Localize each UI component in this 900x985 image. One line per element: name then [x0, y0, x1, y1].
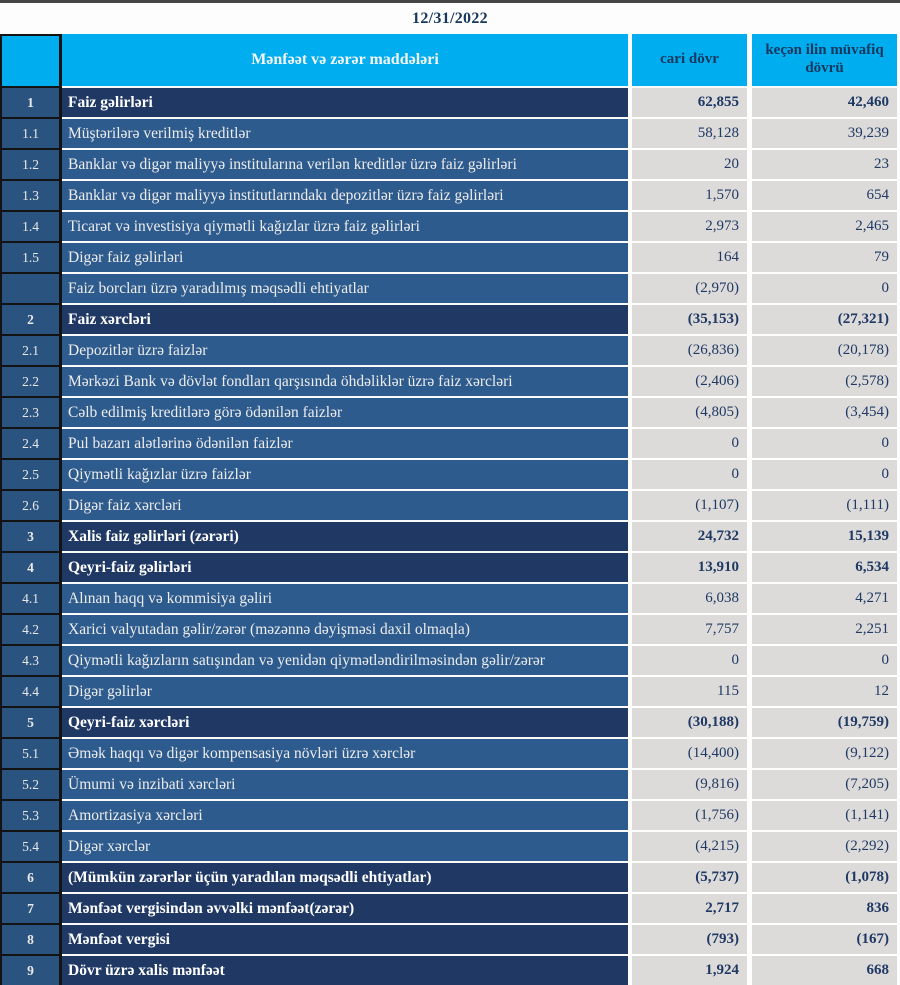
row-item-label: Xarici valyutadan gəlir/zərər (məzənnə dəyişməsi daxil olmaqla) — [62, 615, 628, 646]
value-current-period: 58,128 — [632, 119, 747, 150]
table-row — [0, 181, 900, 212]
value-previous-period: 0 — [752, 460, 897, 491]
value-current-period: 0 — [632, 460, 747, 491]
row-number: 2.4 — [0, 429, 62, 460]
row-number — [0, 274, 62, 305]
row-item-label: Qeyri-faiz xərcləri — [62, 708, 628, 739]
table-row — [0, 863, 900, 894]
value-previous-period: 4,271 — [752, 584, 897, 615]
row-number: 1.5 — [0, 243, 62, 274]
value-current-period: (14,400) — [632, 739, 747, 770]
value-current-period: 2,973 — [632, 212, 747, 243]
row-number: 2.5 — [0, 460, 62, 491]
table-row — [0, 832, 900, 863]
value-previous-period: 0 — [752, 274, 897, 305]
table-row — [0, 336, 900, 367]
value-previous-period: (2,292) — [752, 832, 897, 863]
table-row — [0, 522, 900, 553]
value-current-period: 24,732 — [632, 522, 747, 553]
row-item-label: Banklar və digər maliyyə institularına verilən kreditlər üzrə faiz gəlirləri — [62, 150, 628, 181]
row-number: 9 — [0, 956, 62, 985]
row-item-label: Qiymətli kağızların satışından və yenidən qiymətləndirilməsindən gəlir/zərər — [62, 646, 628, 677]
row-number: 4 — [0, 553, 62, 584]
row-number: 1 — [0, 88, 62, 119]
row-item-label: Digər xərclər — [62, 832, 628, 863]
value-current-period: 0 — [632, 429, 747, 460]
value-previous-period: 23 — [752, 150, 897, 181]
current-period-column-header: cari dövr — [632, 34, 747, 88]
table-row — [0, 894, 900, 925]
row-item-label: Alınan haqq və kommisiya gəliri — [62, 584, 628, 615]
row-item-label: Depozitlər üzrə faizlər — [62, 336, 628, 367]
value-current-period: (2,406) — [632, 367, 747, 398]
value-current-period: 115 — [632, 677, 747, 708]
value-previous-period: (27,321) — [752, 305, 897, 336]
row-item-label: Amortizasiya xərcləri — [62, 801, 628, 832]
value-previous-period: 79 — [752, 243, 897, 274]
value-previous-period: (20,178) — [752, 336, 897, 367]
value-previous-period: (3,454) — [752, 398, 897, 429]
row-item-label: Qiymətli kağızlar üzrə faizlər — [62, 460, 628, 491]
table-header-row — [0, 34, 900, 88]
row-number: 2 — [0, 305, 62, 336]
table-body — [0, 88, 900, 985]
table-row — [0, 708, 900, 739]
row-number-column-header — [0, 34, 62, 88]
value-previous-period: 12 — [752, 677, 897, 708]
table-row — [0, 615, 900, 646]
value-previous-period: (7,205) — [752, 770, 897, 801]
value-previous-period: (19,759) — [752, 708, 897, 739]
value-previous-period: (167) — [752, 925, 897, 956]
row-number: 5.2 — [0, 770, 62, 801]
row-item-label: Cəlb edilmiş kreditlərə görə ödənilən faizlər — [62, 398, 628, 429]
row-number: 5.4 — [0, 832, 62, 863]
value-previous-period: 0 — [752, 646, 897, 677]
value-current-period: 1,570 — [632, 181, 747, 212]
value-previous-period: 6,534 — [752, 553, 897, 584]
value-current-period: 13,910 — [632, 553, 747, 584]
table-row — [0, 367, 900, 398]
row-item-label: Mənfəət vergisindən əvvəlki mənfəət(zərər) — [62, 894, 628, 925]
value-current-period: 0 — [632, 646, 747, 677]
table-row — [0, 739, 900, 770]
table-row — [0, 956, 900, 985]
value-current-period: 164 — [632, 243, 747, 274]
row-item-label: Ticarət və investisiya qiymətli kağızlar üzrə faiz gəlirləri — [62, 212, 628, 243]
row-item-label: Digər faiz xərcləri — [62, 491, 628, 522]
row-number: 7 — [0, 894, 62, 925]
value-current-period: (35,153) — [632, 305, 747, 336]
value-current-period: (1,107) — [632, 491, 747, 522]
profit-loss-table — [0, 34, 900, 985]
row-number: 1.3 — [0, 181, 62, 212]
table-row — [0, 398, 900, 429]
value-current-period: 7,757 — [632, 615, 747, 646]
row-number: 5 — [0, 708, 62, 739]
row-number: 4.4 — [0, 677, 62, 708]
table-row — [0, 274, 900, 305]
table-row — [0, 677, 900, 708]
row-number: 1.4 — [0, 212, 62, 243]
value-current-period: 1,924 — [632, 956, 747, 985]
row-item-label: Digər faiz gəlirləri — [62, 243, 628, 274]
table-row — [0, 212, 900, 243]
row-item-label: Dövr üzrə xalis mənfəət — [62, 956, 628, 985]
table-row — [0, 305, 900, 336]
table-row — [0, 491, 900, 522]
row-number: 2.3 — [0, 398, 62, 429]
value-current-period: (4,215) — [632, 832, 747, 863]
value-current-period: 6,038 — [632, 584, 747, 615]
value-previous-period: 668 — [752, 956, 897, 985]
table-row — [0, 646, 900, 677]
value-current-period: (4,805) — [632, 398, 747, 429]
value-current-period: (1,756) — [632, 801, 747, 832]
row-number: 3 — [0, 522, 62, 553]
row-item-label: Mərkəzi Bank və dövlət fondları qarşısında öhdəliklər üzrə faiz xərcləri — [62, 367, 628, 398]
row-number: 4.1 — [0, 584, 62, 615]
row-number: 1.2 — [0, 150, 62, 181]
value-previous-period: (2,578) — [752, 367, 897, 398]
row-number: 4.2 — [0, 615, 62, 646]
row-number: 5.1 — [0, 739, 62, 770]
row-item-label: Pul bazarı alətlərinə ödənilən faizlər — [62, 429, 628, 460]
row-number: 8 — [0, 925, 62, 956]
table-row — [0, 243, 900, 274]
table-row — [0, 553, 900, 584]
row-item-label: Qeyri-faiz gəlirləri — [62, 553, 628, 584]
value-current-period: 62,855 — [632, 88, 747, 119]
table-row — [0, 460, 900, 491]
row-item-label: (Mümkün zərərlər üçün yaradılan məqsədli ehtiyatlar) — [62, 863, 628, 894]
row-number: 4.3 — [0, 646, 62, 677]
value-previous-period: 42,460 — [752, 88, 897, 119]
row-item-label: Faiz borcları üzrə yaradılmış məqsədli ehtiyatlar — [62, 274, 628, 305]
row-number: 2.2 — [0, 367, 62, 398]
row-number: 1.1 — [0, 119, 62, 150]
row-item-label: Faiz gəlirləri — [62, 88, 628, 119]
value-previous-period: 39,239 — [752, 119, 897, 150]
value-current-period: (793) — [632, 925, 747, 956]
value-previous-period: 2,465 — [752, 212, 897, 243]
value-current-period: (2,970) — [632, 274, 747, 305]
table-row — [0, 119, 900, 150]
value-previous-period: 654 — [752, 181, 897, 212]
table-row — [0, 770, 900, 801]
table-row — [0, 801, 900, 832]
value-current-period: (9,816) — [632, 770, 747, 801]
report-date-band — [0, 3, 900, 34]
value-current-period: (5,737) — [632, 863, 747, 894]
value-previous-period: 836 — [752, 894, 897, 925]
value-current-period: 2,717 — [632, 894, 747, 925]
row-item-label: Mənfəət vergisi — [62, 925, 628, 956]
row-item-label: Müştərilərə verilmiş kreditlər — [62, 119, 628, 150]
value-current-period: 20 — [632, 150, 747, 181]
value-previous-period: (9,122) — [752, 739, 897, 770]
row-number: 5.3 — [0, 801, 62, 832]
row-number: 2.1 — [0, 336, 62, 367]
value-current-period: (26,836) — [632, 336, 747, 367]
previous-period-column-header: keçən ilin müvafiq dövrü — [752, 34, 897, 88]
row-item-label: Digər gəlirlər — [62, 677, 628, 708]
report-date: 12/31/2022 — [412, 9, 488, 27]
value-current-period: (30,188) — [632, 708, 747, 739]
value-previous-period: (1,141) — [752, 801, 897, 832]
row-item-label: Əmək haqqı və digər kompensasiya növləri üzrə xərclər — [62, 739, 628, 770]
table-row — [0, 150, 900, 181]
row-item-label: Faiz xərcləri — [62, 305, 628, 336]
row-number: 2.6 — [0, 491, 62, 522]
value-previous-period: (1,078) — [752, 863, 897, 894]
row-number: 6 — [0, 863, 62, 894]
row-item-label: Xalis faiz gəlirləri (zərəri) — [62, 522, 628, 553]
items-column-header: Mənfəət və zərər maddələri — [62, 34, 628, 88]
table-row — [0, 925, 900, 956]
value-previous-period: 2,251 — [752, 615, 897, 646]
value-previous-period: 0 — [752, 429, 897, 460]
row-item-label: Ümumi və inzibati xərcləri — [62, 770, 628, 801]
row-item-label: Banklar və digər maliyyə institutlarındakı depozitlər üzrə faiz gəlirləri — [62, 181, 628, 212]
table-row — [0, 88, 900, 119]
value-previous-period: 15,139 — [752, 522, 897, 553]
value-previous-period: (1,111) — [752, 491, 897, 522]
table-row — [0, 429, 900, 460]
table-row — [0, 584, 900, 615]
